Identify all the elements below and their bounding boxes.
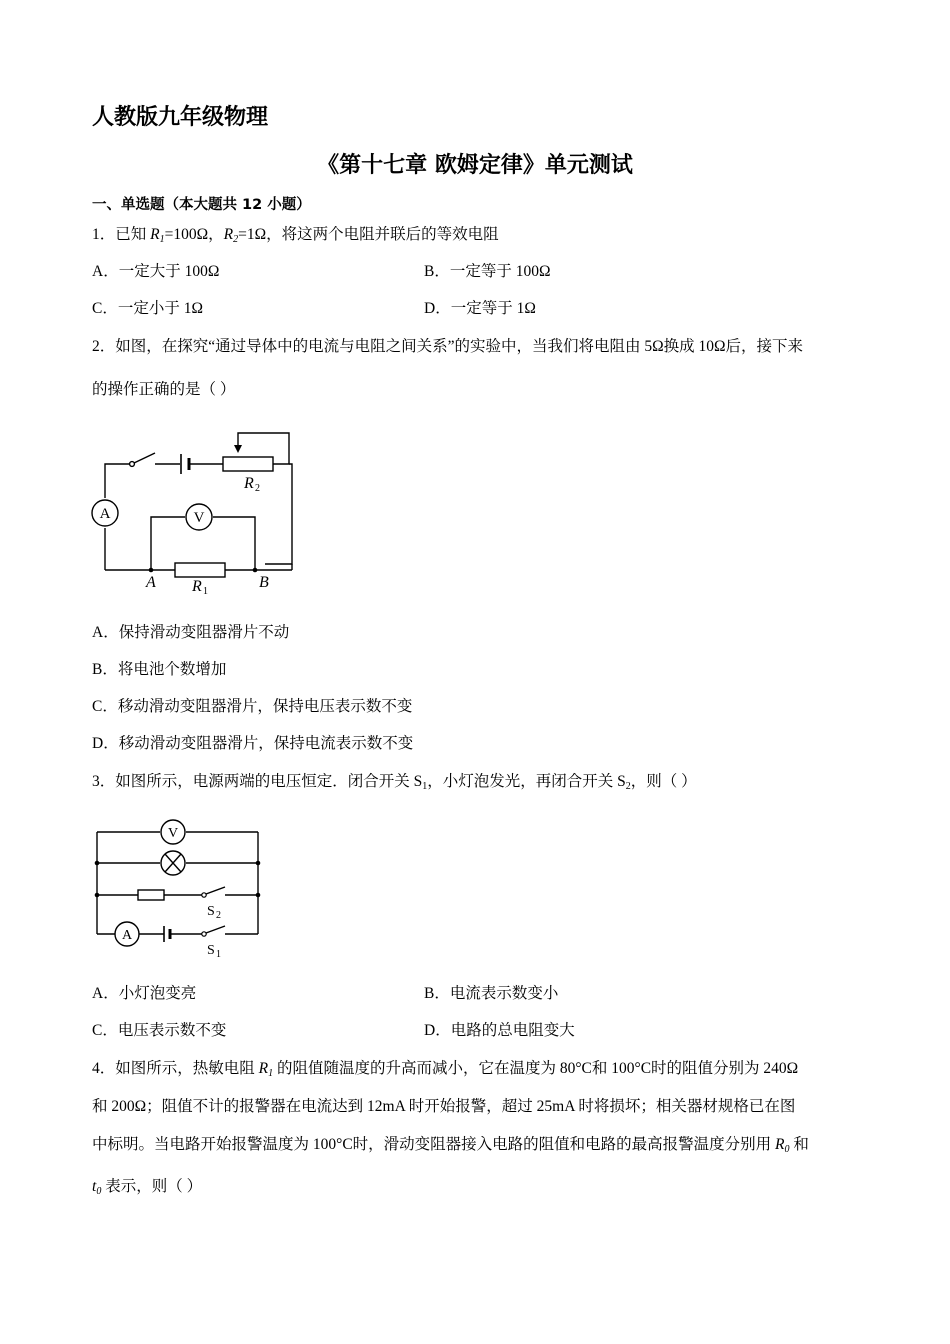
q3-option-c[interactable]: C．电压表示数不变 <box>92 1022 227 1039</box>
q2-voltmeter-label: V <box>193 510 205 526</box>
q2-point-a-label: A <box>146 574 156 591</box>
q3-text-a: 3．如图所示，电源两端的电压恒定．闭合开关 S <box>92 773 423 790</box>
q3-text-b: ，小灯泡发光，再闭合开关 S <box>427 773 626 790</box>
q3-s2-label: S <box>207 904 215 919</box>
series-title: 人教版九年级物理 <box>92 105 269 130</box>
q3-ammeter-label: A <box>121 928 133 943</box>
q1-text-b: =100Ω， <box>164 226 224 243</box>
q1-option-d[interactable]: D．一定等于 1Ω <box>424 300 536 317</box>
q3-s2-subscript: 2 <box>625 781 631 792</box>
q2-option-c[interactable]: C．移动滑动变阻器滑片，保持电压表示数不变 <box>92 698 413 715</box>
q4-r0-symbol: R <box>775 1136 785 1153</box>
q2-r2-subscript: 2 <box>255 483 260 494</box>
q2-r1-label: R <box>192 578 202 595</box>
q3-s1-label: S <box>207 943 215 958</box>
question-3-stem <box>92 772 697 797</box>
q4-r0-subscript: 0 <box>784 1144 790 1155</box>
q4-line1-text-b: 的阻值随温度的升高而减小，它在温度为 80°C和 100°C时的阻值分别为 240Ω <box>273 1060 799 1077</box>
q1-r1-subscript: 1 <box>159 234 165 245</box>
q3-option-d[interactable]: D．电路的总电阻变大 <box>424 1022 575 1039</box>
q3-voltmeter-label: V <box>167 826 179 841</box>
q3-option-b[interactable]: B．电流表示数变小 <box>424 985 559 1002</box>
q2-point-b-label: B <box>259 574 269 591</box>
q1-r2-symbol: R <box>223 226 234 243</box>
question-2-stem-line-1: 2．如图，在探究“通过导体中的电流与电阻之间关系”的实验中，当我们将电阻由 5Ω换成 10Ω后，接下来 <box>92 338 804 355</box>
q1-text-c: =1Ω，将这两个电阻并联后的等效电阻 <box>238 226 499 243</box>
q4-r1-subscript: 1 <box>268 1068 274 1079</box>
q1-option-a[interactable]: A．一定大于 100Ω <box>92 263 220 280</box>
q1-text-a: 1．已知 <box>92 226 151 243</box>
q3-s1-subscript: 1 <box>216 949 221 960</box>
question-4-stem-line-2: 和 200Ω；阻值不计的报警器在电流达到 12mA 时开始报警，超过 25mA 时将损坏；相关器材规格已在图 <box>92 1098 796 1115</box>
q4-line3-text-a: 中标明。当电路开始报警温度为 100°C时，滑动变阻器接入电路的阻值和电路的最高报警温度分别用 <box>92 1136 776 1153</box>
q2-option-a[interactable]: A．保持滑动变阻器滑片不动 <box>92 624 290 641</box>
q4-t0-subscript: 0 <box>96 1186 102 1197</box>
q2-r1-subscript: 1 <box>203 586 208 597</box>
question-1-stem <box>92 225 499 250</box>
q3-circuit-diagram <box>88 818 273 963</box>
q1-r2-subscript: 2 <box>233 234 239 245</box>
q4-r1-symbol: R <box>258 1060 269 1077</box>
q3-s2-subscript: 2 <box>216 910 221 921</box>
q2-option-d[interactable]: D．移动滑动变阻器滑片，保持电流表示数不变 <box>92 735 414 752</box>
question-4-stem-line-4 <box>92 1177 202 1202</box>
q2-circuit-diagram <box>88 425 308 600</box>
q4-t0-symbol: t <box>92 1178 97 1195</box>
q2-ammeter-label: A <box>99 506 111 522</box>
q1-option-b[interactable]: B．一定等于 100Ω <box>424 263 551 280</box>
q1-r1-symbol: R <box>150 226 160 243</box>
q4-line4-text: 表示，则（ ） <box>101 1178 203 1195</box>
question-4-stem-line-3 <box>92 1135 809 1160</box>
q1-option-c[interactable]: C．一定小于 1Ω <box>92 300 203 317</box>
question-2-stem-line-2: 的操作正确的是（ ） <box>92 381 236 398</box>
q4-line1-text-a: 4．如图所示，热敏电阻 <box>92 1060 259 1077</box>
q3-s1-subscript: 1 <box>422 781 428 792</box>
q3-text-c: ，则（ ） <box>630 773 697 790</box>
section-heading: 一、单选题（本大题共 12 小题） <box>92 197 311 213</box>
page-title: 《第十七章 欧姆定律》单元测试 <box>317 153 633 178</box>
question-4-stem-line-1 <box>92 1059 798 1084</box>
q4-line3-text-b: 和 <box>789 1136 809 1153</box>
q2-r2-label: R <box>244 475 254 492</box>
q3-option-a[interactable]: A．小灯泡变亮 <box>92 985 197 1002</box>
q2-option-b[interactable]: B．将电池个数增加 <box>92 661 227 678</box>
